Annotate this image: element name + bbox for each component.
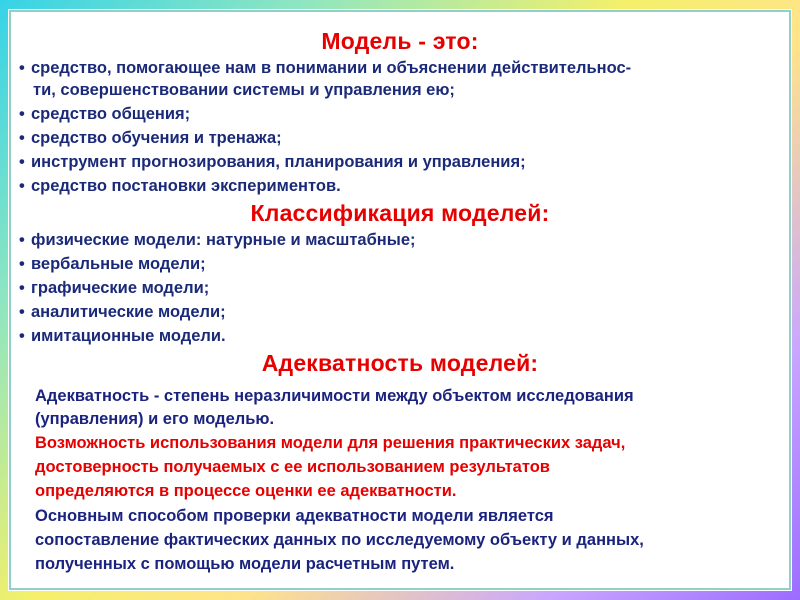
classification-item-3: • графические модели;: [19, 279, 210, 297]
content-panel: [9, 10, 791, 590]
classification-item-4: • аналитические модели;: [19, 303, 226, 321]
adequacy-definition-line-1: Адекватность - степень неразличимости между объектом исследования: [35, 387, 634, 405]
model-item-3: • средство обучения и тренажа;: [19, 129, 282, 147]
classification-item-2: • вербальные модели;: [19, 255, 206, 273]
adequacy-heading: Адекватность моделей:: [261, 350, 539, 376]
adequacy-importance-line-2: достоверность получаемых с ее использованием результатов: [35, 458, 550, 476]
classification-item-5: • имитационные модели.: [19, 327, 226, 345]
adequacy-importance-line-1: Возможность использования модели для решения практических задач,: [35, 434, 626, 452]
adequacy-method-line-2: сопоставление фактических данных по исследуемому объекту и данных,: [35, 531, 644, 549]
classification-item-1: • физические модели: натурные и масштабные;: [19, 231, 416, 249]
adequacy-method-line-1: Основным способом проверки адекватности модели является: [35, 507, 554, 525]
model-item-1-cont: ти, совершенствовании системы и управления ею;: [33, 81, 455, 99]
classification-heading: Классификация моделей:: [250, 200, 550, 226]
model-item-1: • средство, помогающее нам в понимании и объяснении действительнос-: [19, 59, 632, 77]
adequacy-definition-line-2: (управления) и его моделью.: [35, 410, 275, 428]
adequacy-method-line-3: полученных с помощью модели расчетным путем.: [35, 555, 455, 573]
adequacy-importance-line-3: определяются в процессе оценки ее адекватности.: [35, 482, 457, 500]
model-item-2: • средство общения;: [19, 105, 191, 123]
model-item-5: • средство постановки экспериментов.: [19, 177, 341, 195]
model-item-4: • инструмент прогнозирования, планирования и управления;: [19, 153, 526, 171]
model-heading: Модель - это:: [321, 28, 479, 54]
